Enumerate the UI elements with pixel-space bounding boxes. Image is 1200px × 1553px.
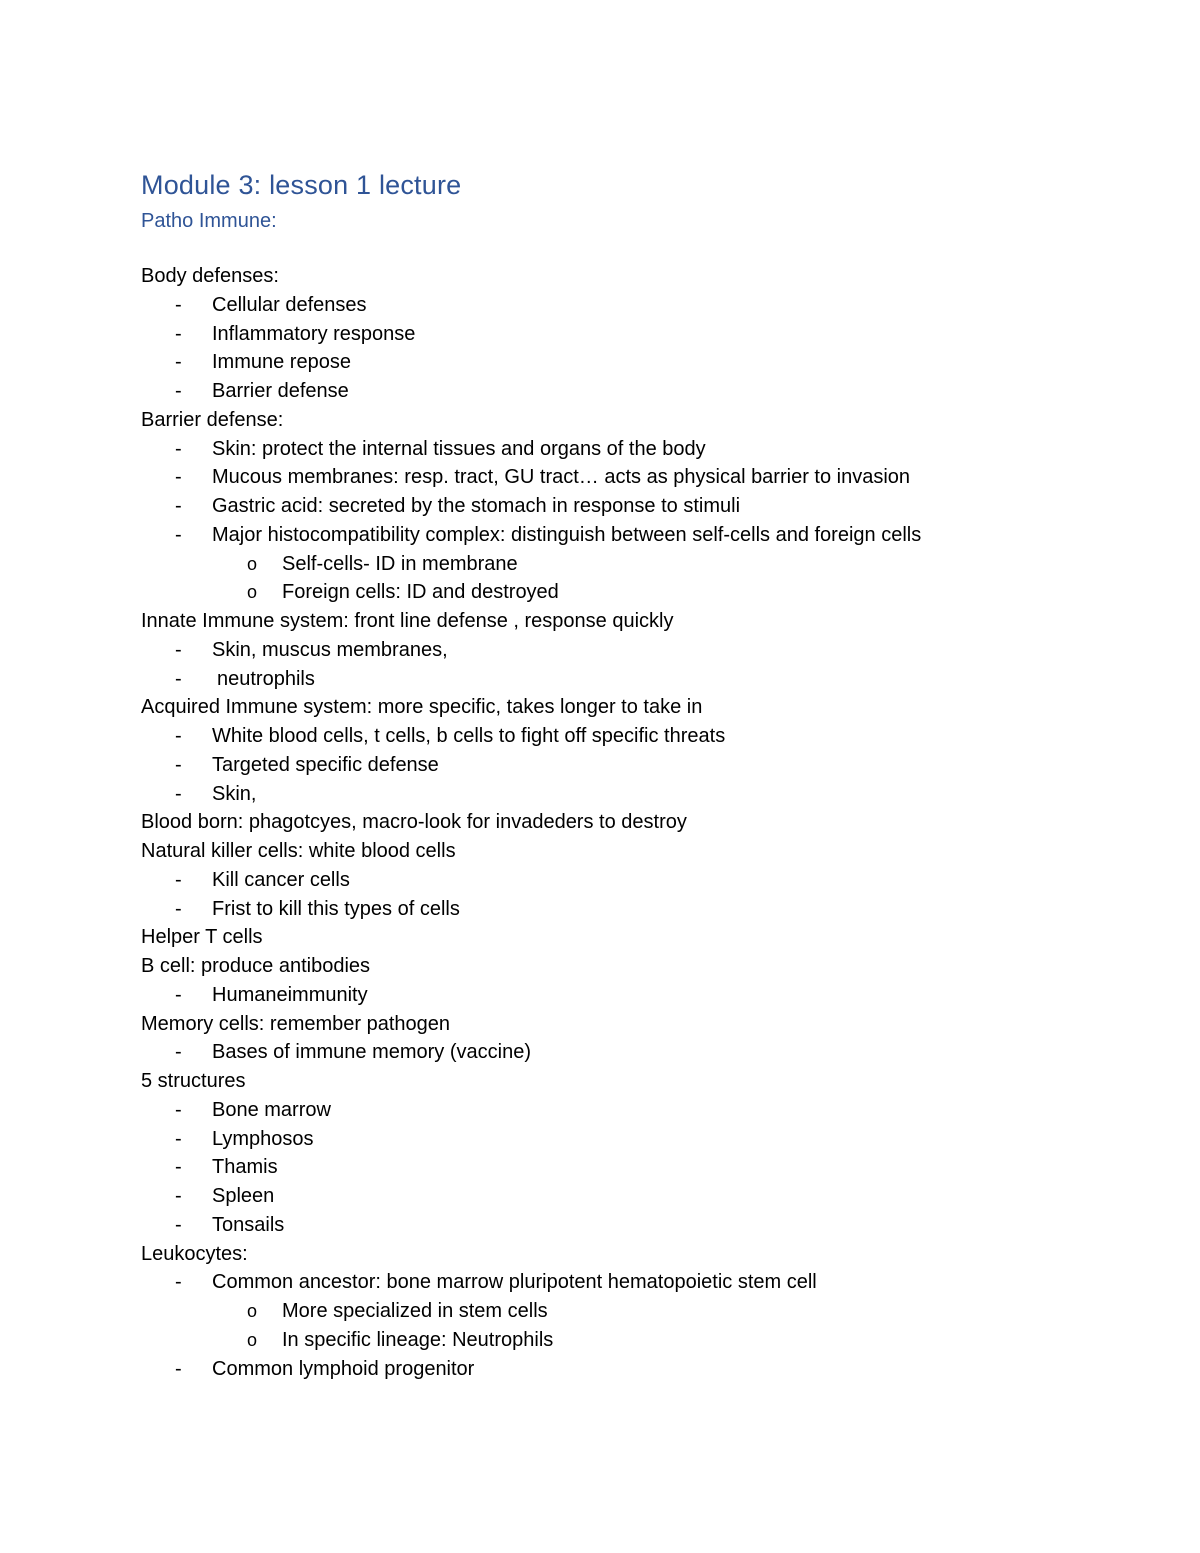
dash-bullet-icon: - (175, 466, 182, 489)
line-text: Skin: protect the internal tissues and organs of the body (212, 437, 706, 460)
dash-bullet-icon: - (175, 523, 182, 546)
bullet-item (141, 1096, 1141, 1125)
heading-line (141, 808, 1141, 837)
bullet-item (141, 521, 1141, 550)
heading-line (141, 1010, 1141, 1039)
dash-bullet-icon: - (175, 782, 182, 805)
dash-bullet-icon: - (175, 725, 182, 747)
dash-bullet-icon: - (175, 495, 182, 517)
heading-line (141, 607, 1141, 636)
line-text: White blood cells, t cells, b cells to fight off specific threats (212, 725, 726, 747)
bullet-item (141, 866, 1141, 895)
line-text: Mucous membranes: resp. tract, GU tract… acts as physical barrier to invasion (212, 466, 911, 489)
spacer (141, 238, 1141, 262)
bullet-item (141, 1125, 1141, 1154)
bullet-item (141, 320, 1141, 349)
bullet-item (141, 291, 1141, 320)
dash-bullet-icon: - (175, 983, 182, 1006)
line-text: Immune repose (212, 351, 351, 374)
line-text: Lymphosos (212, 1127, 314, 1150)
circle-bullet-icon: o (247, 553, 258, 574)
line-text: Kill cancer cells (212, 868, 350, 891)
line-text: Humaneimmunity (212, 983, 368, 1006)
line-text: Inflammatory response (212, 322, 416, 345)
line-text: In specific lineage: Neutrophils (282, 1328, 554, 1351)
bullet-item (141, 463, 1141, 492)
bullet-item (141, 377, 1141, 406)
heading-line (141, 952, 1141, 981)
page-title: Module 3: lesson 1 lecture (141, 170, 462, 200)
dash-bullet-icon: - (175, 868, 182, 891)
line-text: Skin, muscus membranes, (212, 638, 448, 661)
dash-bullet-icon: - (175, 1041, 182, 1064)
bullet-item (141, 348, 1141, 377)
dash-bullet-icon: - (175, 1271, 182, 1294)
dash-bullet-icon: - (175, 753, 182, 776)
line-text: Common lymphoid progenitor (212, 1357, 475, 1380)
dash-bullet-icon: - (175, 1098, 182, 1121)
line-text: Skin, (212, 782, 257, 805)
bullet-item (141, 636, 1141, 665)
line-text: Barrier defense: (141, 408, 284, 431)
dash-bullet-icon: - (175, 1185, 182, 1207)
heading-line (141, 923, 1141, 952)
line-text: Helper T cells (141, 926, 263, 949)
line-text: Blood born: phagotcyes, macro-look for invadeders to destroy (141, 811, 687, 834)
dash-bullet-icon: - (175, 293, 182, 316)
bullet-item (141, 722, 1141, 751)
document-body (141, 166, 1141, 1383)
sub-bullet-item (141, 1326, 1141, 1355)
bullet-item (141, 492, 1141, 521)
heading-line (141, 1067, 1141, 1096)
line-text: 5 structures (141, 1070, 246, 1092)
heading-line (141, 262, 1141, 291)
line-text: Natural killer cells: white blood cells (141, 840, 456, 862)
bullet-item (141, 1211, 1141, 1240)
line-text: Leukocytes: (141, 1242, 248, 1265)
bullet-item (141, 1268, 1141, 1297)
line-text: Cellular defenses (212, 293, 367, 316)
line-text: Frist to kill this types of cells (212, 897, 460, 920)
dash-bullet-icon: - (175, 1213, 182, 1236)
line-text: Bone marrow (212, 1098, 331, 1121)
line-text: Thamis (212, 1156, 278, 1179)
line-text: More specialized in stem cells (282, 1300, 548, 1322)
line-text: B cell: produce antibodies (141, 955, 371, 977)
line-text: Barrier defense (212, 380, 349, 402)
dash-bullet-icon: - (175, 667, 182, 690)
heading-line (141, 406, 1141, 435)
line-text: Body defenses: (141, 265, 279, 287)
dash-bullet-icon: - (175, 322, 182, 345)
line-text: Gastric acid: secreted by the stomach in response to stimuli (212, 495, 741, 517)
heading-line (141, 693, 1141, 722)
line-text: Targeted specific defense (212, 753, 439, 776)
circle-bullet-icon: o (247, 1301, 258, 1321)
line-text: Memory cells: remember pathogen (141, 1012, 451, 1035)
line-text: Self-cells- ID in membrane (282, 552, 518, 575)
line-text: neutrophils (217, 667, 315, 690)
dash-bullet-icon: - (175, 1127, 182, 1150)
heading-line (141, 1240, 1141, 1269)
line-text: Tonsails (212, 1213, 285, 1236)
dash-bullet-icon: - (175, 437, 182, 460)
dash-bullet-icon: - (175, 351, 182, 374)
page-subtitle: Patho Immune: (141, 210, 277, 232)
dash-bullet-icon: - (175, 897, 182, 920)
heading-line (141, 837, 1141, 866)
bullet-item (141, 665, 1141, 694)
line-text: Foreign cells: ID and destroyed (282, 581, 559, 604)
line-text: Bases of immune memory (vaccine) (212, 1041, 531, 1064)
bullet-item (141, 1038, 1141, 1067)
bullet-item (141, 435, 1141, 464)
bullet-item (141, 895, 1141, 924)
circle-bullet-icon: o (247, 1329, 258, 1350)
bullet-item (141, 1355, 1141, 1384)
bullet-item (141, 981, 1141, 1010)
circle-bullet-icon: o (247, 582, 258, 603)
dash-bullet-icon: - (175, 1156, 182, 1179)
bullet-item (141, 1182, 1141, 1211)
line-text: Innate Immune system: front line defense , response quickly (141, 610, 674, 632)
bullet-item (141, 1153, 1141, 1182)
dash-bullet-icon: - (175, 638, 182, 661)
line-text: Spleen (212, 1185, 275, 1207)
sub-bullet-item (141, 550, 1141, 579)
notes-list (141, 262, 1141, 1383)
dash-bullet-icon: - (175, 1357, 182, 1380)
line-text: Major histocompatibility complex: distinguish between self-cells and foreign cells (212, 523, 922, 546)
dash-bullet-icon: - (175, 380, 182, 402)
sub-bullet-item (141, 578, 1141, 607)
line-text: Common ancestor: bone marrow pluripotent hematopoietic stem cell (212, 1271, 817, 1294)
bullet-item (141, 780, 1141, 809)
line-text: Acquired Immune system: more specific, takes longer to take in (141, 696, 703, 719)
sub-bullet-item (141, 1297, 1141, 1326)
bullet-item (141, 751, 1141, 780)
